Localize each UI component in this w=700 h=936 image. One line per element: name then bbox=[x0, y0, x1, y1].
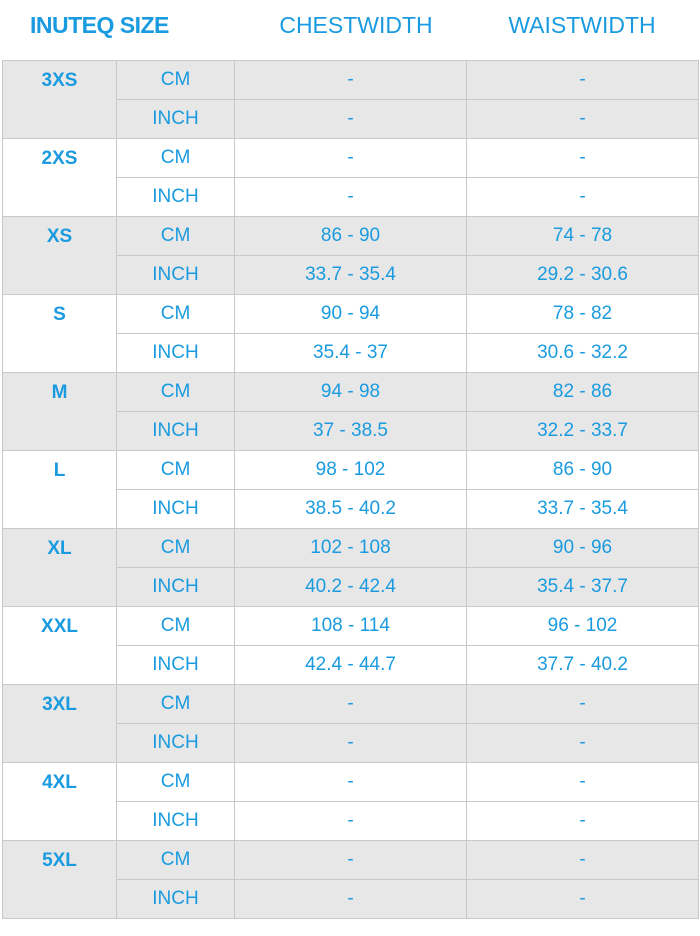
unit-label-inch: INCH bbox=[117, 646, 235, 685]
chest-inch-value: 37 - 38.5 bbox=[235, 412, 467, 451]
size-label: XS bbox=[3, 217, 117, 295]
chest-cm-value: 108 - 114 bbox=[235, 607, 467, 646]
table-row bbox=[3, 841, 699, 880]
chest-inch-value: - bbox=[235, 178, 467, 217]
waist-column-header: WAISTWIDTH bbox=[508, 12, 656, 38]
unit-label-cm: CM bbox=[117, 841, 235, 880]
chest-cm-value: 102 - 108 bbox=[235, 529, 467, 568]
table-row bbox=[3, 295, 699, 334]
chest-cm-value: - bbox=[235, 841, 467, 880]
unit-label-cm: CM bbox=[117, 61, 235, 100]
chest-inch-value: 38.5 - 40.2 bbox=[235, 490, 467, 529]
waist-inch-value: 32.2 - 33.7 bbox=[467, 412, 699, 451]
waist-inch-value: - bbox=[467, 802, 699, 841]
chest-inch-value: - bbox=[235, 880, 467, 919]
size-label: 3XL bbox=[3, 685, 117, 763]
chest-inch-value: 33.7 - 35.4 bbox=[235, 256, 467, 295]
chest-cm-value: - bbox=[235, 685, 467, 724]
size-label: 3XS bbox=[3, 61, 117, 139]
waist-cm-value: - bbox=[467, 61, 699, 100]
unit-label-cm: CM bbox=[117, 607, 235, 646]
size-label: XXL bbox=[3, 607, 117, 685]
unit-label-cm: CM bbox=[117, 763, 235, 802]
size-column-header: INUTEQ SIZE bbox=[30, 12, 169, 38]
waist-inch-value: 30.6 - 32.2 bbox=[467, 334, 699, 373]
waist-cm-value: - bbox=[467, 841, 699, 880]
table-row bbox=[3, 607, 699, 646]
unit-label-cm: CM bbox=[117, 295, 235, 334]
chest-cm-value: - bbox=[235, 61, 467, 100]
chest-cm-value: 90 - 94 bbox=[235, 295, 467, 334]
waist-cm-value: 86 - 90 bbox=[467, 451, 699, 490]
unit-label-inch: INCH bbox=[117, 256, 235, 295]
chest-inch-value: 40.2 - 42.4 bbox=[235, 568, 467, 607]
waist-cm-value: 96 - 102 bbox=[467, 607, 699, 646]
unit-label-inch: INCH bbox=[117, 100, 235, 139]
table-header bbox=[0, 0, 700, 58]
waist-cm-value: 78 - 82 bbox=[467, 295, 699, 334]
size-table bbox=[2, 60, 699, 919]
size-label: 4XL bbox=[3, 763, 117, 841]
unit-label-inch: INCH bbox=[117, 412, 235, 451]
size-label: 2XS bbox=[3, 139, 117, 217]
table-row bbox=[3, 139, 699, 178]
chest-inch-value: 35.4 - 37 bbox=[235, 334, 467, 373]
table-row bbox=[3, 451, 699, 490]
waist-inch-value: 33.7 - 35.4 bbox=[467, 490, 699, 529]
size-label: 5XL bbox=[3, 841, 117, 919]
unit-label-cm: CM bbox=[117, 139, 235, 178]
unit-label-inch: INCH bbox=[117, 568, 235, 607]
unit-label-cm: CM bbox=[117, 529, 235, 568]
chest-inch-value: - bbox=[235, 100, 467, 139]
unit-label-cm: CM bbox=[117, 685, 235, 724]
chest-column-header: CHESTWIDTH bbox=[279, 12, 433, 38]
waist-inch-value: - bbox=[467, 880, 699, 919]
size-label: S bbox=[3, 295, 117, 373]
size-label: M bbox=[3, 373, 117, 451]
waist-inch-value: 37.7 - 40.2 bbox=[467, 646, 699, 685]
chest-inch-value: - bbox=[235, 724, 467, 763]
waist-cm-value: 74 - 78 bbox=[467, 217, 699, 256]
unit-label-inch: INCH bbox=[117, 724, 235, 763]
unit-label-inch: INCH bbox=[117, 490, 235, 529]
unit-label-cm: CM bbox=[117, 373, 235, 412]
size-label: XL bbox=[3, 529, 117, 607]
waist-cm-value: 82 - 86 bbox=[467, 373, 699, 412]
chest-cm-value: 94 - 98 bbox=[235, 373, 467, 412]
waist-inch-value: 35.4 - 37.7 bbox=[467, 568, 699, 607]
table-row bbox=[3, 763, 699, 802]
chest-cm-value: 86 - 90 bbox=[235, 217, 467, 256]
unit-label-inch: INCH bbox=[117, 178, 235, 217]
waist-cm-value: 90 - 96 bbox=[467, 529, 699, 568]
table-row bbox=[3, 529, 699, 568]
unit-label-cm: CM bbox=[117, 217, 235, 256]
table-row bbox=[3, 61, 699, 100]
chest-cm-value: 98 - 102 bbox=[235, 451, 467, 490]
chest-inch-value: 42.4 - 44.7 bbox=[235, 646, 467, 685]
chest-inch-value: - bbox=[235, 802, 467, 841]
waist-cm-value: - bbox=[467, 685, 699, 724]
size-label: L bbox=[3, 451, 117, 529]
waist-cm-value: - bbox=[467, 139, 699, 178]
unit-label-cm: CM bbox=[117, 451, 235, 490]
chest-cm-value: - bbox=[235, 763, 467, 802]
waist-inch-value: 29.2 - 30.6 bbox=[467, 256, 699, 295]
table-row bbox=[3, 217, 699, 256]
waist-inch-value: - bbox=[467, 178, 699, 217]
waist-cm-value: - bbox=[467, 763, 699, 802]
unit-label-inch: INCH bbox=[117, 334, 235, 373]
table-row bbox=[3, 373, 699, 412]
waist-inch-value: - bbox=[467, 724, 699, 763]
chest-cm-value: - bbox=[235, 139, 467, 178]
unit-label-inch: INCH bbox=[117, 802, 235, 841]
table-row bbox=[3, 685, 699, 724]
waist-inch-value: - bbox=[467, 100, 699, 139]
unit-label-inch: INCH bbox=[117, 880, 235, 919]
